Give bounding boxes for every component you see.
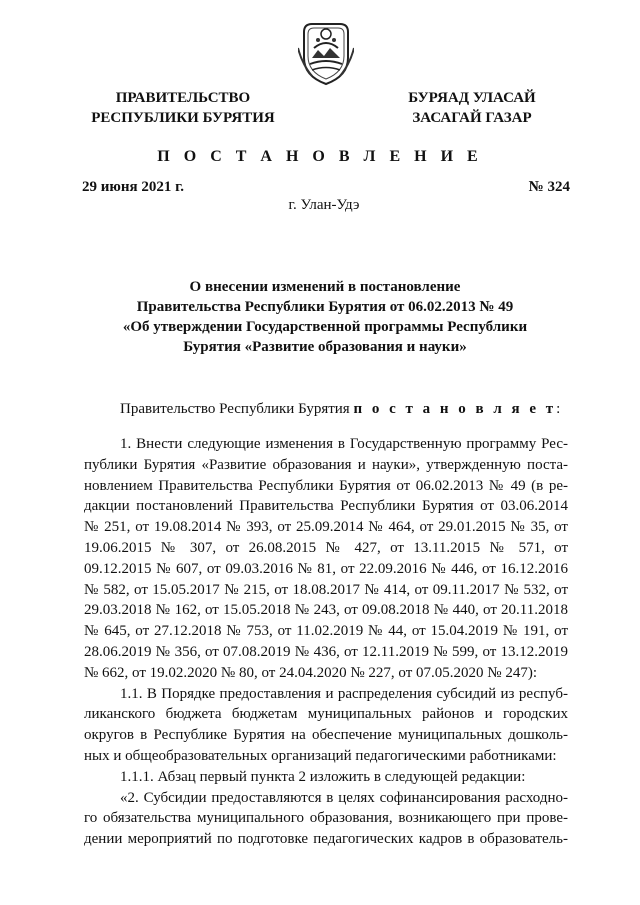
intro-suffix: : [556,401,561,417]
title-line: «Об утверждении Государственной программы Республики [122,319,528,335]
intro-verb: п о с т а н о в л я е т [353,401,557,417]
document-city: г. Улан-Удэ [288,197,360,213]
issuer-line-2: РЕСПУБЛИКИ БУРЯТИЯ [91,110,275,126]
coat-of-arms-emblem-icon [298,18,354,86]
document-title [90,277,560,357]
body-line: публики Бурятия «Развитие образования и науки», утвержденную поста- [84,456,568,473]
body-line: 1.1.1. Абзац первый пункта 2 изложить в следующей редакции: [120,768,526,785]
body-line: дении мероприятий по подготовке педагогических кадров в образователь- [84,831,568,848]
document-number: № 324 [528,179,570,195]
body-line: го обязательства муниципального образования, возникающего при прове- [84,810,568,827]
issuer-buryat-line-2: ЗАСАГАЙ ГАЗАР [412,110,532,126]
resolution-intro [120,401,560,418]
body-line: дакции постановлений Правительства Республики Бурятия от 03.06.2014 [84,498,568,515]
issuer-buryat-line-1: БУРЯАД УЛАСАЙ [408,90,536,106]
body-line: 19.06.2015 № 307, от 26.08.2015 № 427, от 13.11.2015 № 571, от [84,539,568,556]
title-line: О внесении изменений в постановление [189,279,461,295]
body-line: ликанского бюджета бюджетам муниципальных районов и городских [84,706,568,723]
title-line: Бурятия «Развитие образования и науки» [183,339,467,355]
issuer-line-1: ПРАВИТЕЛЬСТВО [115,90,251,106]
body-line: 1. Внести следующие изменения в Государственную программу Рес- [120,436,568,452]
document-type: П О С Т А Н О В Л Е Н И Е [157,148,483,165]
body-line: округов в Республике Бурятия на обеспечение муниципальных дошколь- [84,727,568,744]
body-line: 09.12.2015 № 607, от 09.03.2016 № 81, от 22.09.2016 № 446, от 16.12.2016 [84,560,568,577]
body-line: новлением Правительства Республики Бурятия от 06.02.2013 № 49 (в ре- [84,477,568,494]
body-line: 28.06.2019 № 356, от 07.08.2019 № 436, от 12.11.2019 № 599, от 13.12.2019 [84,643,568,660]
body-line: ных и общеобразовательных организаций педагогическими работниками: [84,747,557,764]
body-line: № 251, от 19.08.2014 № 393, от 25.09.2014 № 464, от 29.01.2015 № 35, от [84,519,568,536]
title-line: Правительства Республики Бурятия от 06.02.2013 № 49 [136,299,514,315]
issuer-name-buryat [372,88,572,128]
document-date: 29 июня 2021 г. [82,179,184,195]
body-line: № 662, от 19.02.2020 № 80, от 24.04.2020 № 227, от 07.05.2020 № 247): [84,664,537,681]
body-line: 29.03.2018 № 162, от 15.05.2018 № 243, от 09.08.2018 № 440, от 20.11.2018 [84,602,568,619]
document-body [84,434,568,850]
intro-prefix: Правительство Республики Бурятия [120,401,354,417]
issuer-name-russian [78,88,288,128]
body-line: № 582, от 15.05.2017 № 215, от 18.08.2017 № 414, от 09.11.2017 № 532, от [84,581,568,598]
body-line: 1.1. В Порядке предоставления и распределения субсидий из респуб- [120,685,568,702]
body-line: № 645, от 27.12.2018 № 753, от 11.02.2019 № 44, от 15.04.2019 № 191, от [84,623,568,640]
body-line: «2. Субсидии предоставляются в целях софинансирования расходно- [120,789,568,806]
